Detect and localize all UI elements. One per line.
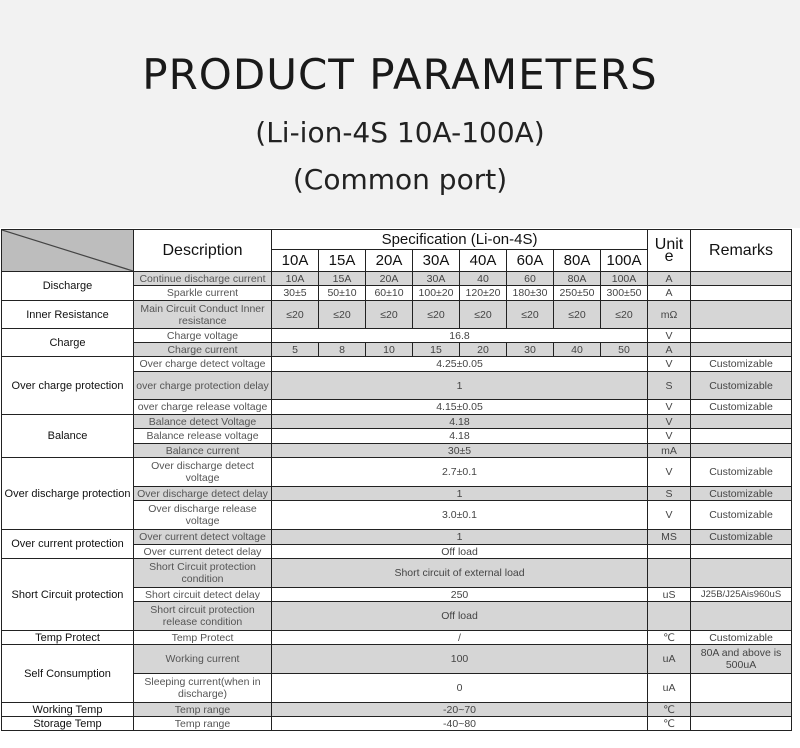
cell-unit: V xyxy=(648,400,691,415)
row-description: Charge voltage xyxy=(134,329,272,343)
header-current: 15A xyxy=(319,250,366,272)
row-description: Balance detect Voltage xyxy=(134,415,272,429)
group-label: Inner Resistance xyxy=(2,301,134,329)
row-description: Over discharge detect delay xyxy=(134,487,272,501)
cell-value: 250±50 xyxy=(554,286,601,301)
cell-value: 30±5 xyxy=(272,286,319,301)
cell-value: 5 xyxy=(272,343,319,357)
cell-remark: Customizable xyxy=(691,458,792,487)
cell-unit xyxy=(648,559,691,588)
cell-remark xyxy=(691,703,792,717)
cell-value: 2.7±0.1 xyxy=(272,458,648,487)
cell-unit: ℃ xyxy=(648,631,691,645)
cell-value: 80A xyxy=(554,272,601,286)
header-current: 80A xyxy=(554,250,601,272)
cell-unit: V xyxy=(648,357,691,372)
cell-value: 10 xyxy=(366,343,413,357)
cell-value: 0 xyxy=(272,674,648,703)
header-unit: Unit e xyxy=(648,230,691,272)
cell-remark: Customizable xyxy=(691,530,792,545)
cell-value: 4.18 xyxy=(272,415,648,429)
cell-unit: V xyxy=(648,329,691,343)
cell-value: 30 xyxy=(507,343,554,357)
cell-unit: mΩ xyxy=(648,301,691,329)
header-description: Description xyxy=(134,230,272,272)
row-description: Sleeping current(when in discharge) xyxy=(134,674,272,703)
cell-value: 20 xyxy=(460,343,507,357)
cell-remark xyxy=(691,286,792,301)
cell-unit: S xyxy=(648,372,691,400)
cell-unit: V xyxy=(648,458,691,487)
row-description: Balance current xyxy=(134,444,272,458)
page-subtitle-port: (Common port) xyxy=(292,163,508,196)
cell-unit: V xyxy=(648,415,691,429)
cell-remark: 80A and above is 500uA xyxy=(691,645,792,674)
cell-value: 100A xyxy=(601,272,648,286)
header-current: 40A xyxy=(460,250,507,272)
table-row xyxy=(2,631,792,645)
header-current: 10A xyxy=(272,250,319,272)
cell-value: ≤20 xyxy=(319,301,366,329)
cell-value: / xyxy=(272,631,648,645)
cell-value: Off load xyxy=(272,602,648,631)
cell-remark xyxy=(691,301,792,329)
group-label: Short Circuit protection xyxy=(2,559,134,631)
group-label: Over charge protection xyxy=(2,357,134,415)
row-description: Short circuit protection release condition xyxy=(134,602,272,631)
group-label: Balance xyxy=(2,415,134,458)
cell-value: 50 xyxy=(601,343,648,357)
header-specification: Specification (Li-on-4S) xyxy=(272,230,648,250)
cell-remark xyxy=(691,415,792,429)
cell-remark: Customizable xyxy=(691,487,792,501)
cell-value: 10A xyxy=(272,272,319,286)
cell-remark xyxy=(691,545,792,559)
header-current: 30A xyxy=(413,250,460,272)
cell-remark xyxy=(691,674,792,703)
cell-value: 40 xyxy=(554,343,601,357)
table-row xyxy=(2,717,792,731)
cell-value: 8 xyxy=(319,343,366,357)
row-description: Continue discharge current xyxy=(134,272,272,286)
cell-value: 30±5 xyxy=(272,444,648,458)
cell-remark xyxy=(691,329,792,343)
cell-unit: uS xyxy=(648,588,691,602)
cell-value: 100±20 xyxy=(413,286,460,301)
row-description: Over discharge release voltage xyxy=(134,501,272,530)
cell-value: ≤20 xyxy=(554,301,601,329)
cell-value: 1 xyxy=(272,530,648,545)
cell-value: ≤20 xyxy=(507,301,554,329)
cell-value: 20A xyxy=(366,272,413,286)
table-row xyxy=(2,645,792,674)
page-subtitle: (Li-ion-4S 10A-100A) xyxy=(255,116,545,149)
cell-unit: A xyxy=(648,286,691,301)
cell-value: 15 xyxy=(413,343,460,357)
cell-value: 1 xyxy=(272,487,648,501)
group-label: Over current protection xyxy=(2,530,134,559)
cell-value: ≤20 xyxy=(601,301,648,329)
table-row xyxy=(2,458,792,487)
cell-remark xyxy=(691,602,792,631)
header-row xyxy=(2,230,792,250)
cell-remark xyxy=(691,717,792,731)
cell-value: 4.15±0.05 xyxy=(272,400,648,415)
cell-value: Off load xyxy=(272,545,648,559)
group-label: Self Consumption xyxy=(2,645,134,703)
cell-remark: Customizable xyxy=(691,501,792,530)
cell-unit: S xyxy=(648,487,691,501)
row-description: Temp range xyxy=(134,717,272,731)
table-row xyxy=(2,530,792,545)
cell-unit: mA xyxy=(648,444,691,458)
table-row xyxy=(2,357,792,372)
row-description: Main Circuit Conduct Inner resistance xyxy=(134,301,272,329)
row-description: Temp Protect xyxy=(134,631,272,645)
cell-value: 60±10 xyxy=(366,286,413,301)
cell-remark: Customizable xyxy=(691,631,792,645)
row-description: Over charge detect voltage xyxy=(134,357,272,372)
cell-value: ≤20 xyxy=(366,301,413,329)
table-row xyxy=(2,301,792,329)
cell-unit: MS xyxy=(648,530,691,545)
cell-value: 250 xyxy=(272,588,648,602)
cell-unit xyxy=(648,545,691,559)
table-row xyxy=(2,272,792,286)
cell-value: 16.8 xyxy=(272,329,648,343)
row-description: Working current xyxy=(134,645,272,674)
cell-value: 4.18 xyxy=(272,429,648,444)
cell-remark: Customizable xyxy=(691,372,792,400)
cell-unit: A xyxy=(648,343,691,357)
cell-remark xyxy=(691,343,792,357)
cell-unit: uA xyxy=(648,645,691,674)
cell-remark: Customizable xyxy=(691,400,792,415)
cell-value: 15A xyxy=(319,272,366,286)
row-description: Charge current xyxy=(134,343,272,357)
row-description: Short Circuit protection condition xyxy=(134,559,272,588)
cell-value: 120±20 xyxy=(460,286,507,301)
row-description: Balance release voltage xyxy=(134,429,272,444)
cell-value: 1 xyxy=(272,372,648,400)
group-label: Working Temp xyxy=(2,703,134,717)
row-description: Temp range xyxy=(134,703,272,717)
table-row xyxy=(2,703,792,717)
cell-remark xyxy=(691,429,792,444)
table-row xyxy=(2,559,792,588)
header-corner xyxy=(2,230,134,272)
table-row xyxy=(2,329,792,343)
table-row xyxy=(2,415,792,429)
header-current: 100A xyxy=(601,250,648,272)
cell-remark: J25B/J25Ais960uS xyxy=(691,588,792,602)
cell-remark xyxy=(691,559,792,588)
cell-value: Short circuit of external load xyxy=(272,559,648,588)
row-description: Over current detect voltage xyxy=(134,530,272,545)
cell-value: ≤20 xyxy=(272,301,319,329)
cell-value: 60 xyxy=(507,272,554,286)
cell-value: 180±30 xyxy=(507,286,554,301)
cell-value: 300±50 xyxy=(601,286,648,301)
cell-remark: Customizable xyxy=(691,357,792,372)
cell-unit: A xyxy=(648,272,691,286)
group-label: Storage Temp xyxy=(2,717,134,731)
cell-value: -20~70 xyxy=(272,703,648,717)
cell-unit xyxy=(648,602,691,631)
cell-value: 40 xyxy=(460,272,507,286)
cell-value: 50±10 xyxy=(319,286,366,301)
group-label: Discharge xyxy=(2,272,134,301)
row-description: over charge protection delay xyxy=(134,372,272,400)
group-label: Over discharge protection xyxy=(2,458,134,530)
header-current: 60A xyxy=(507,250,554,272)
cell-value: ≤20 xyxy=(413,301,460,329)
cell-remark xyxy=(691,444,792,458)
cell-value: 100 xyxy=(272,645,648,674)
header-current: 20A xyxy=(366,250,413,272)
cell-unit: uA xyxy=(648,674,691,703)
page-title: PRODUCT PARAMETERS xyxy=(142,50,658,99)
cell-value: 3.0±0.1 xyxy=(272,501,648,530)
cell-value: 4.25±0.05 xyxy=(272,357,648,372)
row-description: over charge release voltage xyxy=(134,400,272,415)
row-description: Over current detect delay xyxy=(134,545,272,559)
parameters-table xyxy=(1,229,792,731)
cell-unit: ℃ xyxy=(648,717,691,731)
cell-remark xyxy=(691,272,792,286)
cell-value: 30A xyxy=(413,272,460,286)
parameters-sheet xyxy=(0,228,800,748)
cell-unit: V xyxy=(648,429,691,444)
header-remarks: Remarks xyxy=(691,230,792,272)
group-label: Charge xyxy=(2,329,134,357)
cell-value: -40~80 xyxy=(272,717,648,731)
row-description: Sparkle current xyxy=(134,286,272,301)
row-description: Short circuit detect delay xyxy=(134,588,272,602)
cell-unit: V xyxy=(648,501,691,530)
group-label: Temp Protect xyxy=(2,631,134,645)
cell-unit: ℃ xyxy=(648,703,691,717)
row-description: Over discharge detect voltage xyxy=(134,458,272,487)
cell-value: ≤20 xyxy=(460,301,507,329)
